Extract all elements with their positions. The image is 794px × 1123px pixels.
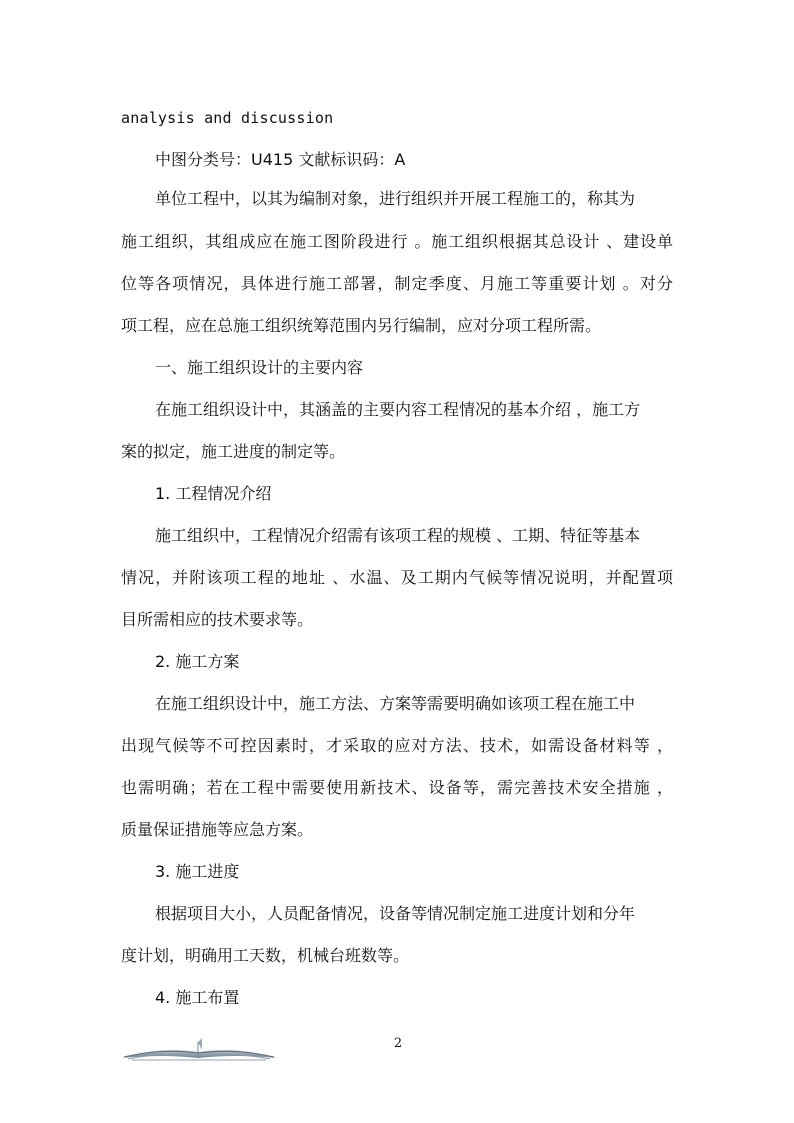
paragraph-line: 在施工组织设计中，施工方法、方案等需要明确如该项工程在施工中	[155, 694, 636, 713]
paragraph-line: 施工组织中，工程情况介绍需有该项工程的规模 、工期、特征等基本	[155, 526, 641, 545]
subsection-heading: 1. 工程情况介绍	[155, 484, 272, 503]
section-heading: 一、施工组织设计的主要内容	[155, 358, 364, 377]
paragraph-line: 目所需相应的技术要求等。	[121, 610, 314, 629]
subsection-heading: 2. 施工方案	[155, 652, 240, 671]
open-book-icon	[120, 1036, 278, 1062]
paragraph-line: 度计划，明确用工天数，机械台班数等。	[121, 946, 410, 965]
paragraph-line: 根据项目大小，人员配备情况，设备等情况制定施工进度计划和分年	[155, 904, 636, 923]
subsection-heading: 3. 施工进度	[155, 862, 240, 881]
paragraph-line: 质量保证措施等应急方案。	[121, 820, 314, 839]
paragraph-line: 位等各项情况，具体进行施工部署，制定季度、月施工等重要计划 。对分	[121, 274, 673, 293]
paragraph-line: 出现气候等不可控因素时，才采取的应对方法、技术，如需设备材料等 ，	[121, 736, 673, 755]
paragraph-line: 施工组织，其组成应在施工图阶段进行 。施工组织根据其总设计 、建设单	[121, 232, 673, 251]
subsection-heading: 4. 施工布置	[155, 988, 240, 1007]
paragraph-line: 在施工组织设计中，其涵盖的主要内容工程情况的基本介绍 ，施工方	[155, 400, 641, 419]
paragraph-line: 案的拟定，施工进度的制定等。	[121, 442, 346, 461]
paragraph-line: 单位工程中，以其为编制对象，进行组织并开展工程施工的，称其为	[155, 189, 636, 208]
page-number: 2	[393, 1036, 403, 1051]
paragraph-line: 项工程，应在总施工组织统筹范围内另行编制，应对分项工程所需。	[121, 316, 602, 335]
classification-line: 中图分类号：U415 文献标识码：A	[155, 150, 406, 169]
paragraph-line: 也需明确；若在工程中需要使用新技术、设备等，需完善技术安全措施 ，	[121, 778, 673, 797]
abstract-tail: analysis and discussion	[121, 109, 334, 127]
paragraph-line: 情况，并附该项工程的地址 、水温、及工期内气候等情况说明，并配置项	[121, 568, 673, 587]
